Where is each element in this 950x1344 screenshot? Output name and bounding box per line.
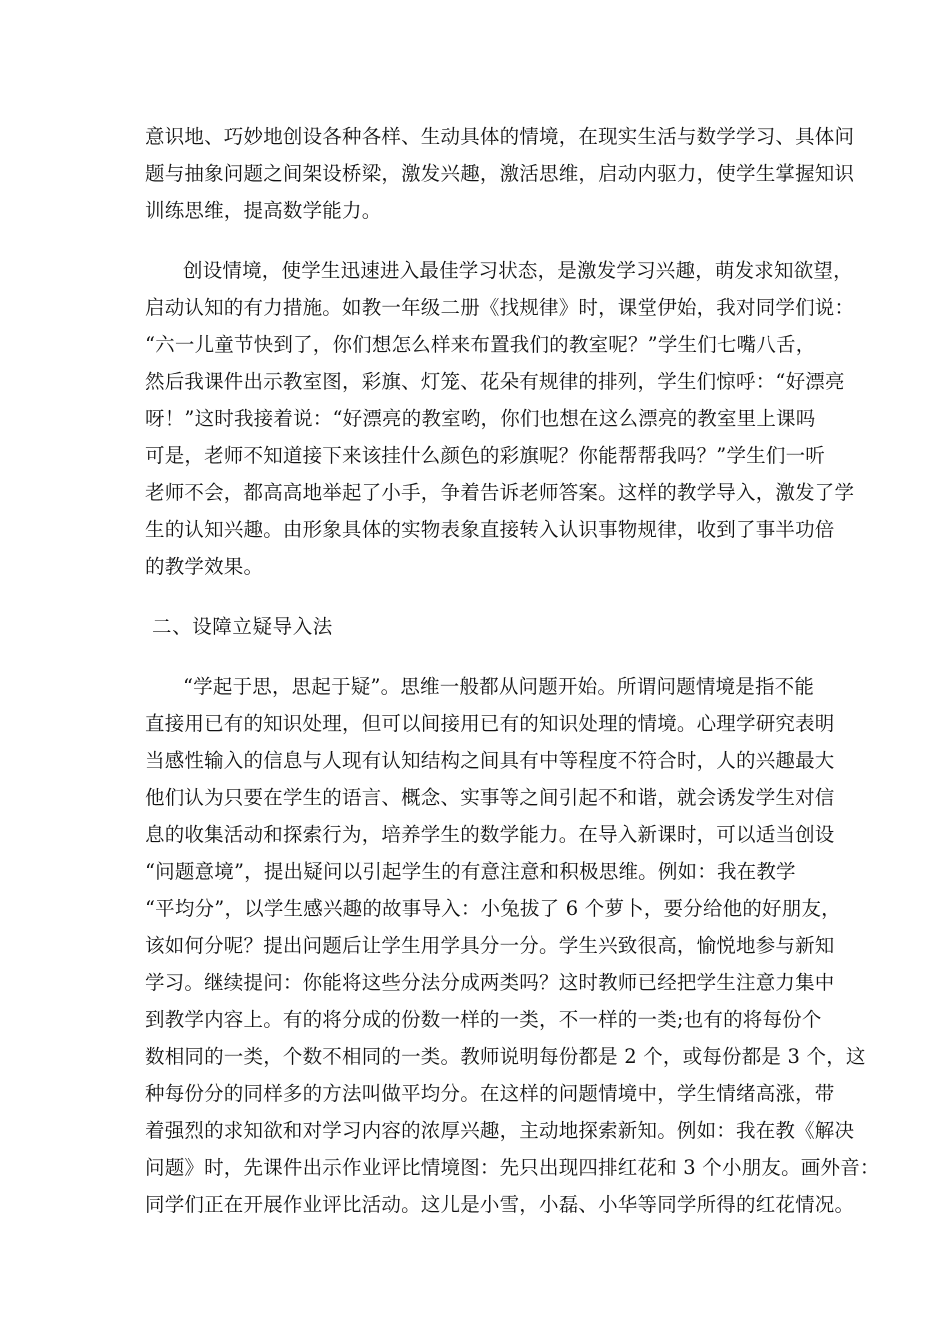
paragraph-3-line-13: 着强烈的求知欲和对学习内容的浓厚兴趣，主动地探索新知。例如：我在教《解决 <box>145 1119 855 1142</box>
paragraph-3-line-12: 种每份分的同样多的方法叫做平均分。在这样的问题情境中，学生情绪高涨，带 <box>145 1082 835 1105</box>
paragraph-3-line-10: 到教学内容上。有的将分成的份数一样的一类，不一样的一类;也有的将每份个 <box>145 1008 822 1031</box>
paragraph-2-line-6: 可是，老师不知道接下来该挂什么颜色的彩旗呢？你能帮帮我吗？”学生们一听 <box>145 444 825 467</box>
paragraph-1-line-2: 题与抽象问题之间架设桥梁，激发兴趣，激活思维，启动内驱力，使学生掌握知识 <box>145 162 855 185</box>
paragraph-3-line-6: “问题意境”，提出疑问以引起学生的有意注意和积极思维。例如：我在教学 <box>145 860 796 883</box>
paragraph-2-line-3: “六一儿童节快到了，你们想怎么样来布置我们的教室呢？”学生们七嘴八舌， <box>145 333 816 356</box>
paragraph-2-line-4: 然后我课件出示教室图，彩旗、灯笼、花朵有规律的排列，学生们惊呼：“好漂亮 <box>145 370 845 393</box>
paragraph-2-line-1: 创设情境，使学生迅速进入最佳学习状态，是激发学习兴趣，萌发求知欲望， <box>183 259 853 282</box>
section-heading: 二、设障立疑导入法 <box>152 615 333 638</box>
paragraph-3-line-8: 该如何分呢？提出问题后让学生用学具分一分。学生兴致很高，愉悦地参与新知 <box>145 934 835 957</box>
paragraph-2-line-2: 启动认知的有力措施。如教一年级二册《找规律》时，课堂伊始，我对同学们说： <box>145 296 855 319</box>
paragraph-3-line-1: “学起于思，思起于疑”。思维一般都从问题开始。所谓问题情境是指不能 <box>183 675 815 698</box>
paragraph-3-line-11: 数相同的一类，个数不相同的一类。教师说明每份都是 2 个，或每份都是 3 个，这 <box>145 1045 866 1068</box>
paragraph-2-line-9: 的教学效果。 <box>145 555 264 578</box>
paragraph-3-line-3: 当感性输入的信息与人现有认知结构之间具有中等程度不符合时，人的兴趣最大 <box>145 749 835 772</box>
paragraph-3-line-9: 学习。继续提问：你能将这些分法分成两类吗？这时教师已经把学生注意力集中 <box>145 971 835 994</box>
paragraph-3-line-2: 直接用已有的知识处理，但可以间接用已有的知识处理的情境。心理学研究表明 <box>145 712 835 735</box>
paragraph-2-line-7: 老师不会，都高高地举起了小手，争着告诉老师答案。这样的教学导入，激发了学 <box>145 481 855 504</box>
paragraph-2-line-8: 生的认知兴趣。由形象具体的实物表象直接转入认识事物规律，收到了事半功倍 <box>145 518 835 541</box>
paragraph-1-line-1: 意识地、巧妙地创设各种各样、生动具体的情境，在现实生活与数学学习、具体问 <box>145 125 855 148</box>
paragraph-3-line-4: 他们认为只要在学生的语言、概念、实事等之间引起不和谐，就会诱发学生对信 <box>145 786 835 809</box>
paragraph-2-line-5: 呀！”这时我接着说：“好漂亮的教室哟，你们也想在这么漂亮的教室里上课吗 <box>145 407 816 430</box>
paragraph-3-line-14: 问题》时，先课件出示作业评比情境图：先只出现四排红花和 3 个小朋友。画外音： <box>145 1156 880 1179</box>
paragraph-3-line-15: 同学们正在开展作业评比活动。这儿是小雪，小磊、小华等同学所得的红花情况。 <box>145 1193 855 1216</box>
paragraph-1-line-3: 训练思维，提高数学能力。 <box>145 199 382 222</box>
paragraph-3-line-7: “平均分”，以学生感兴趣的故事导入：小兔拔了 6 个萝卜，要分给他的好朋友， <box>145 897 841 920</box>
paragraph-3-line-5: 息的收集活动和探索行为，培养学生的数学能力。在导入新课时，可以适当创设 <box>145 823 835 846</box>
